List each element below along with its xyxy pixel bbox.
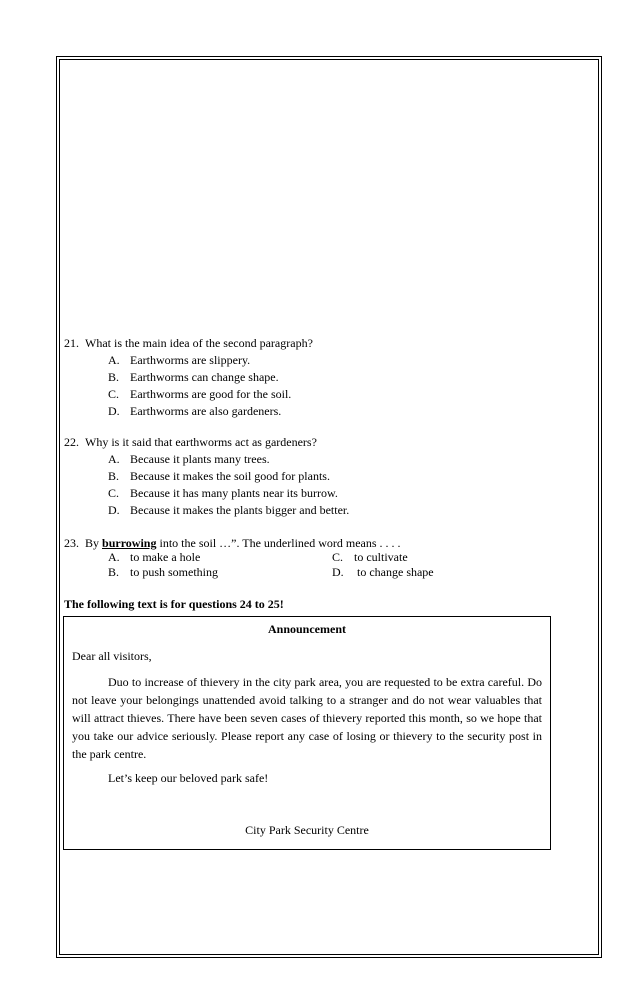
question-21-option-d: D. Earthworms are also gardeners. — [108, 404, 282, 418]
question-23-option-d: D. to change shape — [332, 565, 434, 579]
question-22-option-a: A. Because it plants many trees. — [108, 452, 270, 466]
announcement-closing: Let’s keep our beloved park safe! — [108, 771, 269, 785]
question-22-option-b: B. Because it makes the soil good for plants. — [108, 469, 330, 483]
question-23-option-b: B. to push something — [108, 565, 219, 579]
question-23-stem: 23. By burrowing into the soil …”. The underlined word means . . . . — [64, 536, 401, 550]
announcement-body: Duo to increase of thievery in the city park area, you are requested to be extra careful. Do not leave your belongings unattended avoid talking to a stranger and do not wear valuables that will attract thieves. There have been seven cases of thievery reported this month, so we hope that you take our advice seriously. Please report any case of losing or thievery to the security post in the park centre. — [72, 675, 542, 761]
question-21-stem: 21. What is the main idea of the second paragraph? — [64, 336, 313, 350]
question-23-option-c: C. to cultivate — [332, 550, 408, 564]
underlined-word: burrowing — [102, 536, 157, 550]
announcement-box — [63, 616, 551, 850]
question-21-option-c: C. Earthworms are good for the soil. — [108, 387, 292, 401]
question-22-option-c: C. Because it has many plants near its burrow. — [108, 486, 338, 500]
announcement-signature: City Park Security Centre — [245, 823, 369, 837]
question-21-option-b: B. Earthworms can change shape. — [108, 370, 279, 384]
question-22-option-d: D. Because it makes the plants bigger and better. — [108, 503, 350, 517]
question-21-option-a: A. Earthworms are slippery. — [108, 353, 251, 367]
question-23-option-a: A. to make a hole — [108, 550, 201, 564]
announcement-title: Announcement — [267, 622, 346, 636]
section-heading: The following text is for questions 24 to 25! — [64, 597, 284, 611]
question-22-stem: 22. Why is it said that earthworms act as gardeners? — [64, 435, 317, 449]
announcement-greeting: Dear all visitors, — [72, 649, 152, 663]
